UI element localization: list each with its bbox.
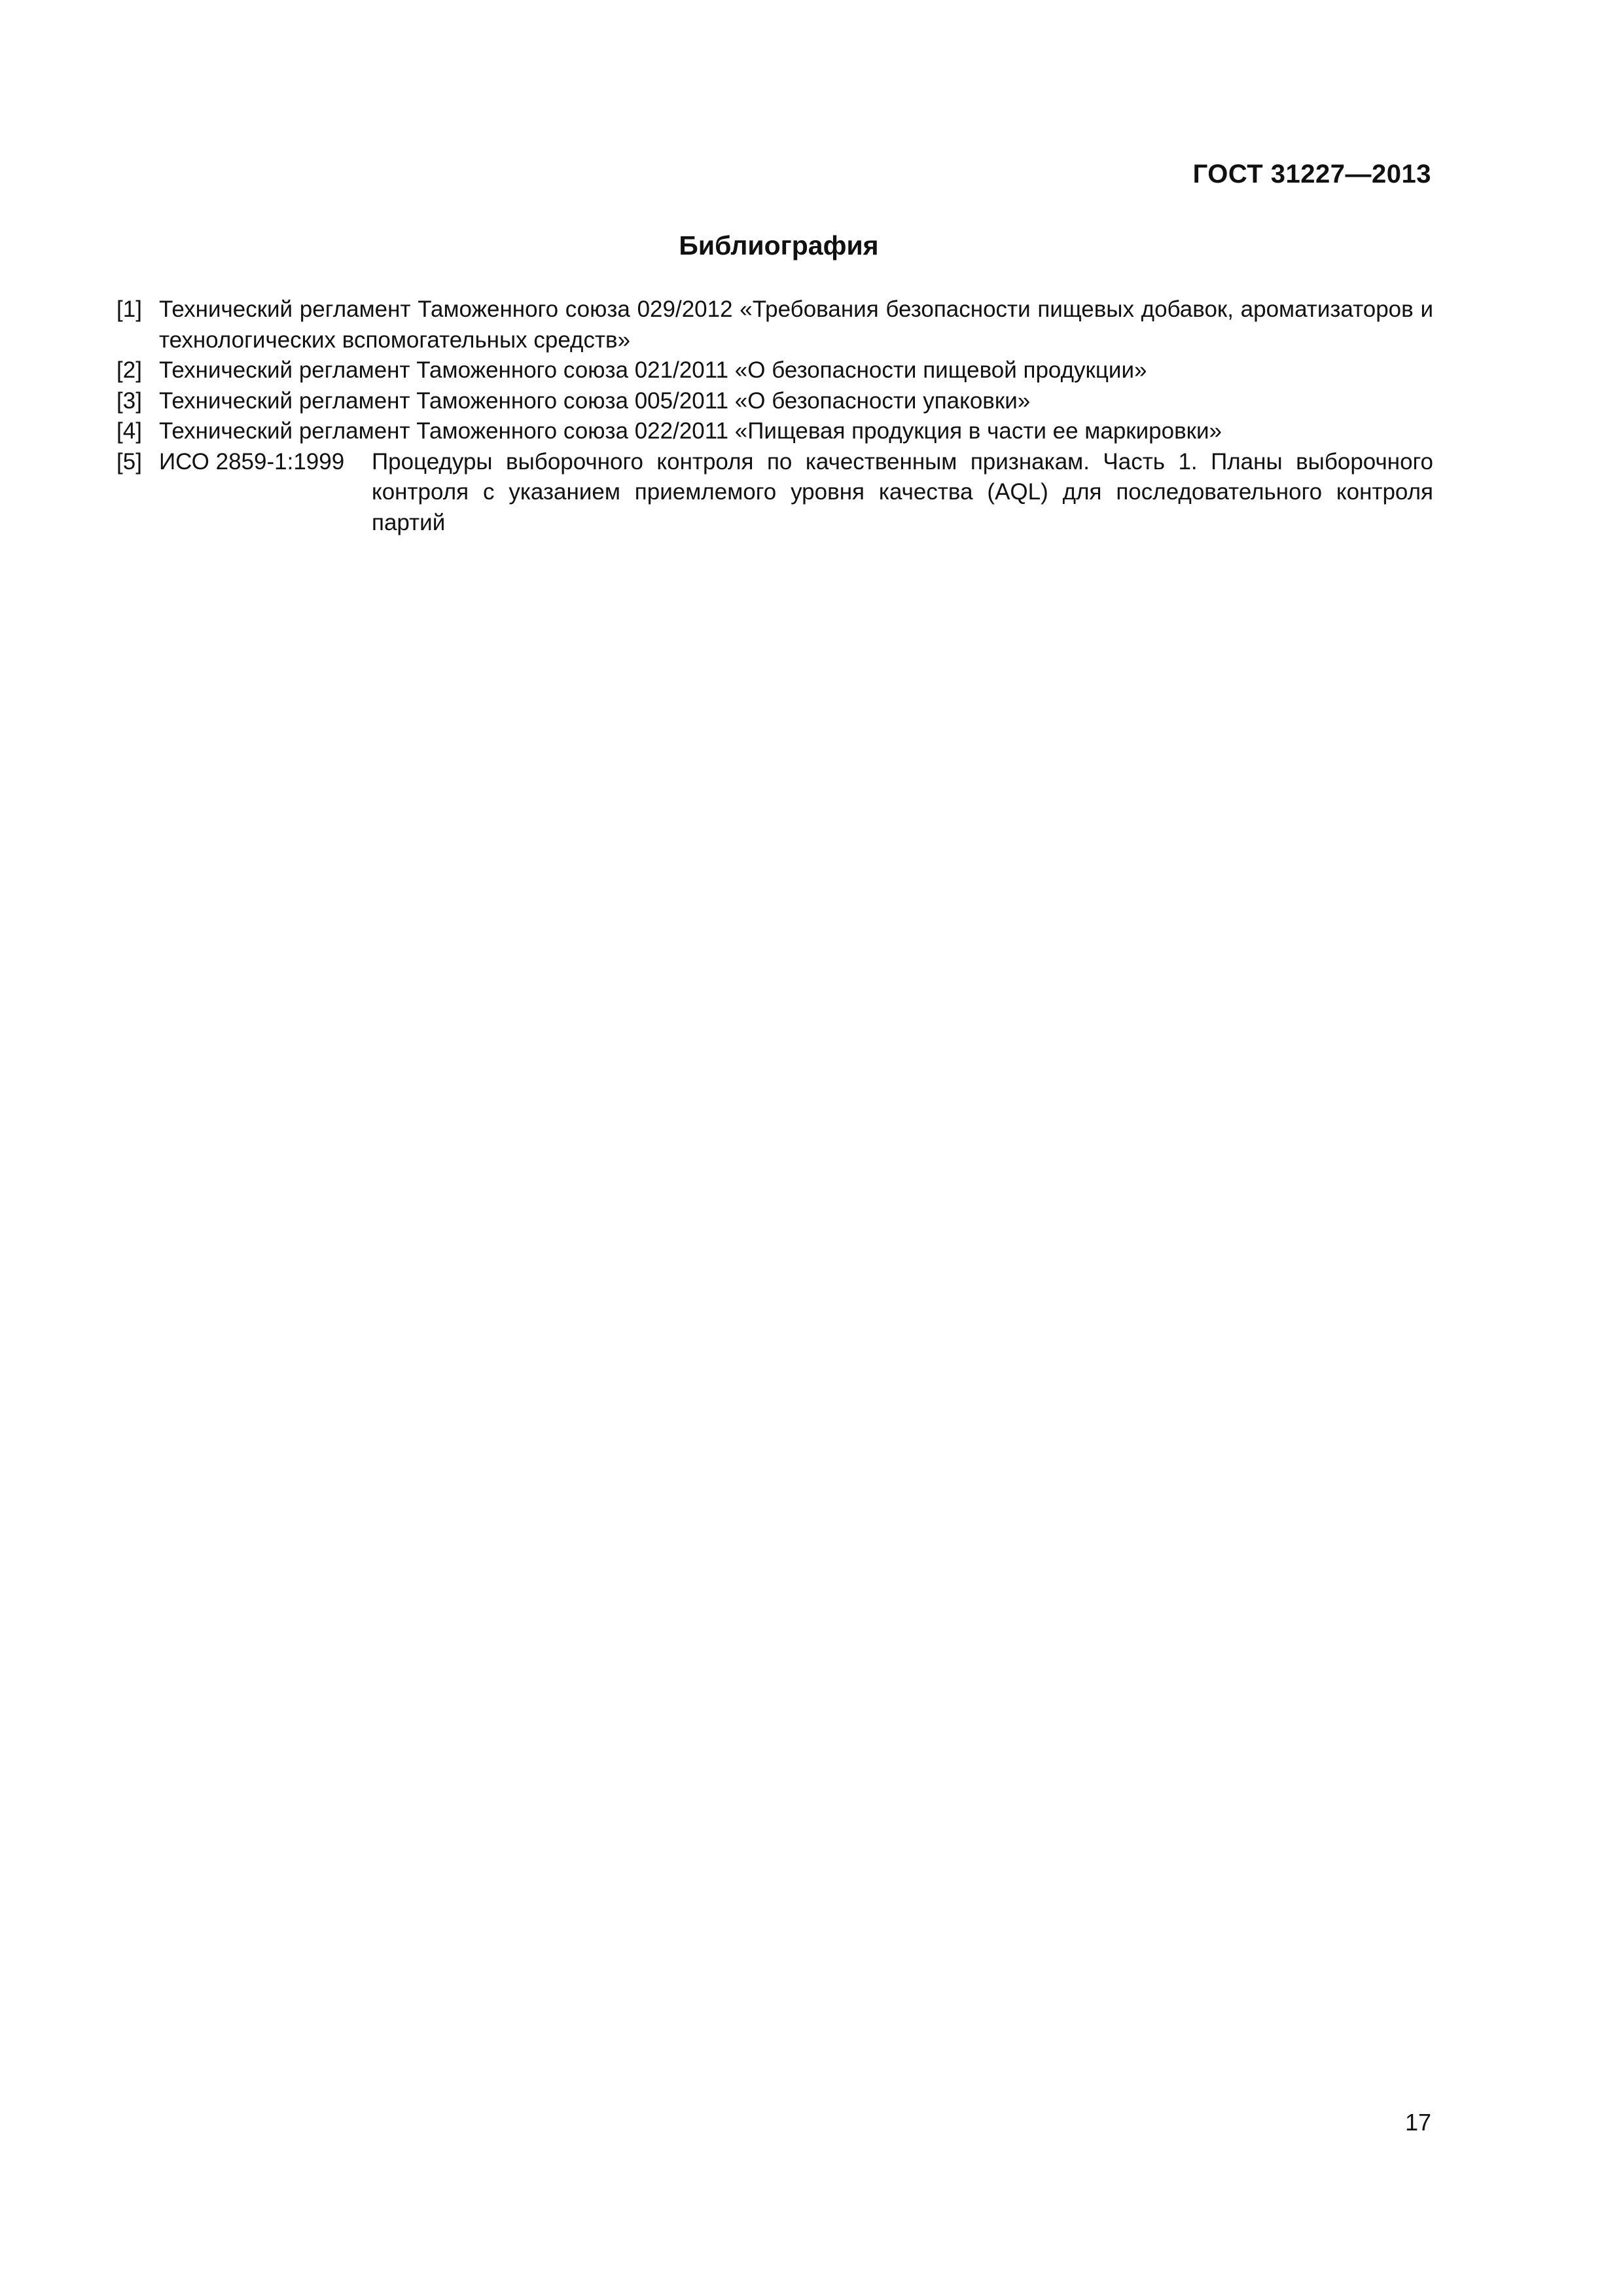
bibliography-number: [3] <box>116 387 142 414</box>
bibliography-text: Процедуры выборочного контроля по качественным признакам. Часть 1. Планы выборочного контроля с указанием приемлемого уровня качества (AQL) для последовательного контроля партий <box>372 448 1433 535</box>
section-title: Библиография <box>679 230 879 260</box>
bibliography-text: Технический регламент Таможенного союза 022/2011 «Пищевая продукция в части ее маркировки» <box>159 418 1222 444</box>
bibliography-standard-ref: ИСО 2859-1:1999 <box>159 448 345 475</box>
bibliography-item-2 <box>116 355 1433 386</box>
bibliography-number: [2] <box>116 357 142 383</box>
page-number: 17 <box>1404 2109 1431 2136</box>
bibliography-number: [5] <box>116 448 142 475</box>
bibliography-number: [4] <box>116 418 142 444</box>
bibliography-text: Технический регламент Таможенного союза 021/2011 «О безопасности пищевой продукции» <box>159 357 1147 383</box>
bibliography-item-3 <box>116 386 1433 417</box>
document-code: ГОСТ 31227—2013 <box>1192 160 1431 188</box>
bibliography-item-1 <box>116 295 1433 355</box>
bibliography-item-5 <box>116 447 1433 539</box>
bibliography-text: Технический регламент Таможенного союза 029/2012 «Требования безопасности пищевых добавок, ароматизаторов и технологических вспомогательных средств» <box>159 296 1433 353</box>
bibliography-item-4 <box>116 416 1433 447</box>
bibliography-number: [1] <box>116 296 142 322</box>
bibliography-text: Технический регламент Таможенного союза 005/2011 «О безопасности упаковки» <box>159 387 1031 414</box>
bibliography-list <box>116 295 1433 538</box>
